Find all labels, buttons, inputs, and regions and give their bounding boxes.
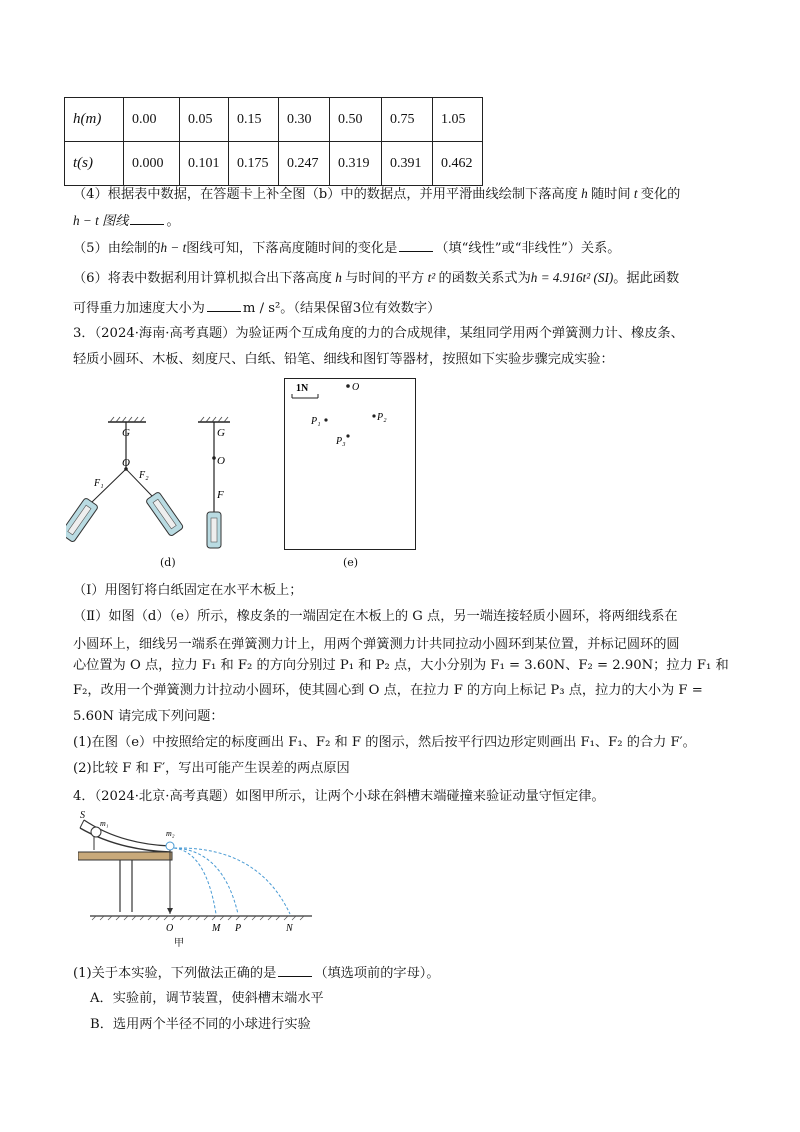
table-cell: 0.175 bbox=[229, 142, 279, 186]
text: 随时间 bbox=[590, 187, 631, 202]
caption-d: (d) bbox=[160, 556, 176, 569]
figure-e bbox=[284, 378, 419, 553]
row-label: t(s) bbox=[65, 142, 124, 186]
text: 。 bbox=[166, 214, 180, 229]
problem-4-line1: 4．（2024·北京·高考真题）如图甲所示，让两个小球在斜槽末端碰撞来验证动量守恒定律。 bbox=[73, 789, 605, 804]
label-m: M bbox=[212, 923, 221, 934]
label-o: O bbox=[217, 455, 225, 467]
scale-label: 1N bbox=[296, 383, 309, 394]
text: （填“线性”或“非线性”）关系。 bbox=[435, 241, 621, 256]
text: 与时间的平方 bbox=[345, 271, 425, 286]
label-p: P bbox=[235, 923, 242, 934]
text: 。（结果保留3位有效数字） bbox=[280, 301, 441, 316]
label-f: F bbox=[217, 489, 224, 501]
unit: m / s² bbox=[242, 301, 281, 316]
problem-3-line1: 3．（2024·海南·高考真题）为验证两个互成角度的力的合成规律，某组同学用两个弹簧测力计、橡皮条、 bbox=[73, 326, 684, 341]
point-p3: P₃ bbox=[336, 436, 346, 447]
answer-blank[interactable] bbox=[399, 240, 433, 252]
text: （5）由绘制的 bbox=[73, 241, 161, 256]
data-table bbox=[64, 97, 483, 186]
step-2-line5: 5.60N 请完成下列问题： bbox=[73, 709, 224, 724]
question-6-line2 bbox=[73, 300, 440, 315]
step-2-line2: 小圆环上，细线另一端系在弹簧测力计上，用两个弹簧测力计共同拉动小圆环到某位置，并标记圆环的圆 bbox=[73, 637, 680, 652]
table-cell: 0.30 bbox=[279, 98, 330, 142]
table-cell: 0.50 bbox=[330, 98, 382, 142]
label-g: G bbox=[122, 427, 130, 439]
text: h − t 图线 bbox=[73, 213, 129, 228]
label-f1: F₁ bbox=[94, 478, 104, 489]
table-row bbox=[65, 142, 483, 186]
answer-blank[interactable] bbox=[207, 300, 241, 312]
point-o: O bbox=[352, 382, 360, 393]
step-1: （Ⅰ）用图钉将白纸固定在水平木板上； bbox=[73, 583, 303, 598]
table-cell: 1.05 bbox=[433, 98, 483, 142]
label-f2: F₂ bbox=[139, 470, 149, 481]
text: （填选项前的字母）。 bbox=[314, 966, 440, 981]
option-a[interactable]: A．实验前，调节装置，使斜槽末端水平 bbox=[90, 991, 324, 1006]
label-m2: m₂ bbox=[166, 829, 175, 838]
label-s: S bbox=[80, 810, 85, 821]
question-5 bbox=[73, 240, 621, 255]
question-4: （4）根据表中数据，在答题卡上补全图（b）中的数据点，并用平滑曲线绘制下落高度 h 随时间 t 变化的 bbox=[73, 186, 681, 202]
text: 可得重力加速度大小为 bbox=[73, 301, 205, 316]
formula: h = 4.916t² (SI) bbox=[530, 270, 614, 285]
label-n: N bbox=[286, 923, 293, 934]
caption-e: (e) bbox=[343, 556, 359, 569]
table-cell: 0.000 bbox=[124, 142, 180, 186]
text: 图线可知，下落高度随时间的变化是 bbox=[186, 241, 398, 256]
text: h − t bbox=[160, 240, 187, 255]
table-cell: 0.75 bbox=[382, 98, 433, 142]
label-o: O bbox=[122, 457, 130, 469]
label-g: G bbox=[217, 427, 225, 439]
text: (1)关于本实验，下列做法正确的是 bbox=[73, 966, 277, 981]
figure-d bbox=[66, 414, 196, 574]
text: 的函数关系式为 bbox=[438, 271, 531, 286]
label-o: O bbox=[166, 923, 174, 934]
p4-question-1 bbox=[73, 965, 440, 980]
step-2-line1: （Ⅱ）如图（d）（e）所示，橡皮条的一端固定在木板上的 G 点，另一端连接轻质小圆环，将两细线系在 bbox=[73, 609, 678, 624]
figure-jia bbox=[78, 810, 318, 955]
table-cell: 0.462 bbox=[433, 142, 483, 186]
table-row bbox=[65, 98, 483, 142]
question-2: (2)比较 F 和 F′，写出可能产生误差的两点原因 bbox=[73, 761, 350, 776]
text: 变化的 bbox=[640, 187, 681, 202]
step-2-line3: 心位置为 O 点，拉力 F₁ 和 F₂ 的方向分别过 P₁ 和 P₂ 点，大小分别为 F₁ = 3.60N、F₂ = 2.90N；拉力 F₁ 和 bbox=[73, 658, 729, 673]
row-label: h(m) bbox=[65, 98, 124, 142]
problem-3-line2: 轻质小圆环、木板、刻度尺、白纸、铅笔、细线和图钉等器材，按照如下实验步骤完成实验： bbox=[73, 352, 614, 367]
text: （6）将表中数据利用计算机拟合出下落高度 bbox=[73, 271, 332, 286]
caption-jia: 甲 bbox=[174, 938, 184, 949]
table-cell: 0.00 bbox=[124, 98, 180, 142]
table-cell: 0.15 bbox=[229, 98, 279, 142]
point-p1: P₁ bbox=[311, 416, 321, 427]
question-1: (1)在图（e）中按照给定的标度画出 F₁、F₂ 和 F 的图示，然后按平行四边形定则画出 F₁、F₂ 的合力 F′。 bbox=[73, 735, 696, 750]
figure-d-single bbox=[190, 414, 250, 574]
table-cell: 0.391 bbox=[382, 142, 433, 186]
label-m1: m₁ bbox=[100, 819, 109, 828]
answer-blank[interactable] bbox=[278, 965, 312, 977]
table-cell: 0.05 bbox=[180, 98, 229, 142]
table-cell: 0.247 bbox=[279, 142, 330, 186]
question-6: （6）将表中数据利用计算机拟合出下落高度 h 与时间的平方 t² 的函数关系式为h = 4.916t² (SI)。据此函数 bbox=[73, 270, 680, 286]
answer-blank[interactable] bbox=[130, 213, 164, 225]
table-cell: 0.101 bbox=[180, 142, 229, 186]
point-p2: P₂ bbox=[377, 412, 387, 423]
option-b[interactable]: B．选用两个半径不同的小球进行实验 bbox=[90, 1017, 311, 1032]
step-2-line4: F₂，改用一个弹簧测力计拉动小圆环，使其圆心到 O 点，在拉力 F 的方向上标记 P₃ 点，拉力的大小为 F = bbox=[73, 683, 703, 698]
question-4-line2 bbox=[73, 213, 180, 228]
text: （4）根据表中数据，在答题卡上补全图（b）中的数据点，并用平滑曲线绘制下落高度 bbox=[73, 187, 578, 202]
table-cell: 0.319 bbox=[330, 142, 382, 186]
text: 。据此函数 bbox=[613, 271, 680, 286]
